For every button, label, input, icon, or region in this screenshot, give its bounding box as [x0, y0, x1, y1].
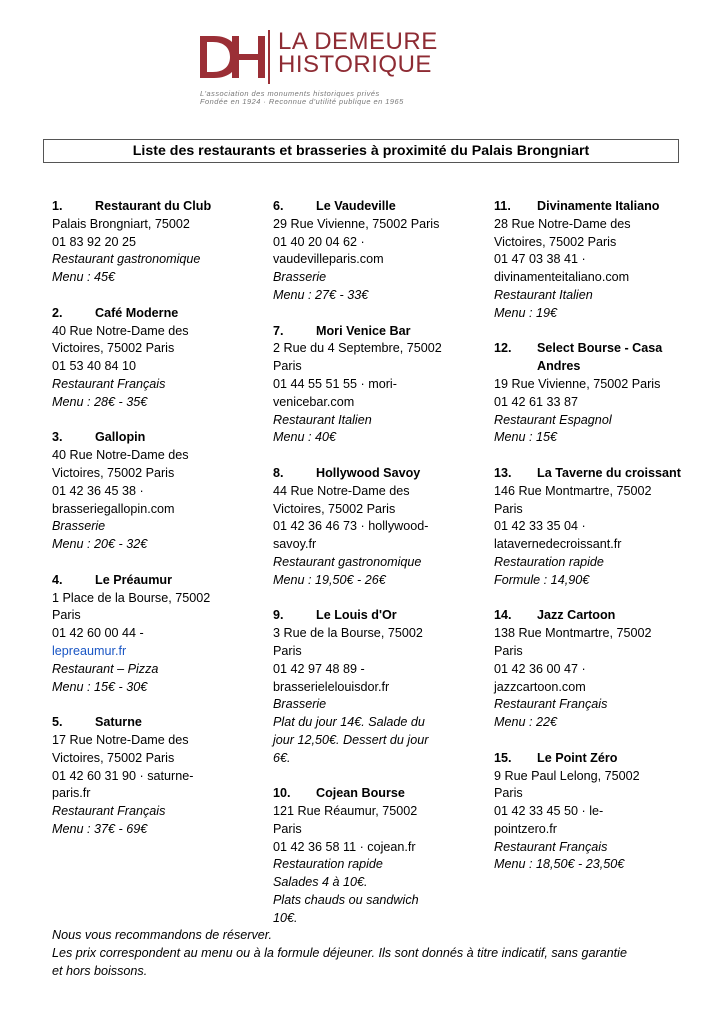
restaurant-type-price: jour 12,50€. Dessert du jour [273, 732, 429, 747]
restaurant-detail: 01 83 92 20 25 [52, 234, 137, 249]
restaurant-detail: 17 Rue Notre-Dame des [52, 732, 189, 747]
restaurant-detail: 01 42 33 35 04 · [494, 519, 586, 534]
restaurant-type-price: Formule : 14,90€ [494, 572, 590, 587]
restaurant-detail: Victoires, 75002 Paris [52, 341, 175, 356]
restaurant-entry [273, 465, 485, 590]
restaurant-detail: 29 Rue Vivienne, 75002 Paris [273, 216, 440, 231]
column-3 [494, 198, 684, 892]
restaurant-heading [273, 607, 485, 625]
restaurant-name: Restaurant du Club [95, 199, 212, 213]
restaurant-type-price: Menu : 22€ [494, 715, 558, 730]
restaurant-number: 12. [494, 341, 512, 356]
restaurant-type-price: Menu : 28€ - 35€ [52, 394, 148, 409]
restaurant-detail: 121 Rue Réaumur, 75002 [273, 804, 418, 819]
restaurant-type-price: Restauration rapide [494, 554, 604, 569]
restaurant-type-price: Menu : 19€ [494, 305, 558, 320]
restaurant-detail: 19 Rue Vivienne, 75002 Paris [494, 376, 661, 391]
restaurant-type-price: Salades 4 à 10€. [273, 875, 368, 890]
restaurant-entry [273, 323, 485, 448]
restaurant-detail: Victoires, 75002 Paris [273, 501, 396, 516]
restaurant-name: Le Louis d'Or [316, 608, 397, 623]
restaurant-detail: divinamenteitaliano.com [494, 270, 630, 285]
restaurant-detail: Victoires, 75002 Paris [52, 750, 175, 765]
page-title: Liste des restaurants et brasseries à proximité du Palais Brongniart [43, 139, 679, 163]
footer-line: Les prix correspondent au menu ou à la formule déjeuner. Ils sont donnés à titre indicatif, sans garantie [52, 945, 627, 960]
restaurant-entry [52, 305, 264, 412]
restaurant-detail: 1 Place de la Bourse, 75002 [52, 590, 211, 605]
restaurant-type-price: Menu : 45€ [52, 270, 116, 285]
restaurant-type-price: Brasserie [273, 697, 327, 712]
restaurant-entry [52, 572, 264, 697]
restaurant-entry [273, 198, 485, 305]
restaurant-number: 3. [52, 430, 63, 445]
restaurant-heading [52, 572, 264, 590]
restaurant-heading [494, 750, 684, 768]
restaurant-name: Divinamente Italiano [537, 199, 660, 213]
restaurant-detail: Paris [494, 501, 523, 516]
restaurant-name: Gallopin [95, 430, 146, 445]
restaurant-type-price: 10€. [273, 910, 298, 925]
restaurant-detail: 01 42 61 33 87 [494, 394, 579, 409]
restaurant-heading [494, 198, 684, 216]
restaurant-detail: paris.fr [52, 786, 91, 801]
restaurant-name: Hollywood Savoy [316, 465, 421, 480]
restaurant-detail: 40 Rue Notre-Dame des [52, 323, 189, 338]
restaurant-detail: jazzcartoon.com [494, 679, 586, 694]
restaurant-detail: Paris [494, 643, 523, 658]
restaurant-detail: 01 44 55 51 55 · mori- [273, 376, 397, 391]
restaurant-detail: 01 42 60 00 44 - [52, 626, 144, 641]
restaurant-type-price: Plat du jour 14€. Salade du [273, 715, 425, 730]
restaurant-heading [273, 323, 485, 341]
restaurant-detail: 01 42 97 48 89 - [273, 661, 365, 676]
restaurant-type-price: Menu : 40€ [273, 430, 337, 445]
restaurant-detail: 01 42 36 00 47 · [494, 661, 586, 676]
logo-title: LA DEMEURE HISTORIQUE [278, 28, 438, 78]
restaurant-heading [494, 607, 684, 625]
restaurant-name: Cojean Bourse [316, 786, 405, 801]
restaurant-number: 5. [52, 715, 63, 730]
restaurant-detail: 2 Rue du 4 Septembre, 75002 [273, 341, 442, 356]
restaurant-detail: Paris [273, 821, 302, 836]
restaurant-type-price: Restaurant Français [52, 376, 166, 391]
restaurant-number: 4. [52, 572, 63, 587]
restaurant-name: Select Bourse - Casa Andres [537, 341, 663, 374]
restaurant-entry [52, 429, 264, 554]
restaurant-heading [494, 340, 684, 376]
restaurant-detail: 01 42 36 46 73 · hollywood- [273, 519, 429, 534]
restaurant-detail: vaudevilleparis.com [273, 252, 384, 267]
restaurant-number: 7. [273, 323, 284, 338]
restaurant-type-price: Menu : 19,50€ - 26€ [273, 572, 386, 587]
restaurant-detail: 44 Rue Notre-Dame des [273, 483, 410, 498]
restaurant-name: Café Moderne [95, 305, 179, 320]
restaurant-detail: 01 40 20 04 62 · [273, 234, 365, 249]
restaurant-entry [494, 198, 684, 323]
restaurant-detail: 01 47 03 38 41 · [494, 252, 586, 267]
restaurant-detail: Paris [494, 786, 523, 801]
logo-subtitle: L'association des monuments historiques privés Fondée en 1924 · Reconnue d'utilité publique en 1965 [200, 89, 404, 106]
restaurant-type-price: Menu : 37€ - 69€ [52, 821, 148, 836]
restaurant-type-price: Restaurant Italien [494, 287, 593, 302]
restaurant-entry [52, 714, 264, 839]
restaurant-heading [494, 465, 684, 483]
restaurant-detail: Paris [52, 608, 81, 623]
restaurant-name: La Taverne du croissant [537, 465, 681, 480]
restaurant-type-price: Restaurant Français [494, 839, 608, 854]
restaurant-detail: pointzero.fr [494, 821, 557, 836]
restaurant-type-price: Menu : 15€ - 30€ [52, 679, 148, 694]
restaurant-type-price: Menu : 15€ [494, 430, 558, 445]
restaurant-detail: Victoires, 75002 Paris [494, 234, 617, 249]
restaurant-number: 8. [273, 465, 284, 480]
restaurant-detail: 146 Rue Montmartre, 75002 [494, 483, 652, 498]
restaurant-heading [273, 785, 485, 803]
restaurant-name: Le Préaumur [95, 572, 172, 587]
restaurant-entry [494, 607, 684, 732]
restaurant-name: Jazz Cartoon [537, 608, 616, 623]
restaurant-detail: 01 42 36 45 38 · [52, 483, 144, 498]
restaurant-detail: 3 Rue de la Bourse, 75002 [273, 626, 423, 641]
restaurant-name: Le Point Zéro [537, 750, 618, 765]
restaurant-type-price: Restaurant Français [52, 804, 166, 819]
restaurant-number: 15. [494, 750, 512, 765]
restaurant-type-price: Restaurant – Pizza [52, 661, 159, 676]
logo [196, 26, 466, 118]
restaurant-detail: savoy.fr [273, 537, 317, 552]
restaurant-detail: 01 42 36 58 11 · cojean.fr [273, 839, 416, 854]
footer-note [52, 927, 692, 980]
restaurant-number: 13. [494, 465, 512, 480]
restaurant-detail: 40 Rue Notre-Dame des [52, 448, 189, 463]
restaurant-name: Saturne [95, 715, 142, 730]
monogram-logo-icon [196, 26, 280, 88]
restaurant-name: Le Vaudeville [316, 199, 396, 213]
restaurant-heading [273, 465, 485, 483]
restaurant-detail: Victoires, 75002 Paris [52, 465, 175, 480]
restaurant-website-link[interactable]: lepreaumur.fr [52, 643, 127, 658]
restaurant-type-price: Plats chauds ou sandwich [273, 893, 419, 908]
restaurant-entry [273, 785, 485, 927]
restaurant-detail: 01 53 40 84 10 [52, 359, 137, 374]
restaurant-detail: 01 42 33 45 50 · le- [494, 804, 604, 819]
column-2 [273, 198, 485, 945]
restaurant-type-price: Restaurant Français [494, 697, 608, 712]
restaurant-detail: 138 Rue Montmartre, 75002 [494, 626, 652, 641]
column-1 [52, 198, 264, 856]
restaurant-number: 1. [52, 199, 63, 213]
restaurant-detail: venicebar.com [273, 394, 355, 409]
restaurant-heading [52, 429, 264, 447]
restaurant-detail: Paris [273, 359, 302, 374]
restaurant-detail: latavernedecroissant.fr [494, 537, 622, 552]
restaurant-type-price: Menu : 27€ - 33€ [273, 287, 369, 302]
restaurant-number: 6. [273, 199, 284, 213]
restaurant-detail: 9 Rue Paul Lelong, 75002 [494, 768, 640, 783]
restaurant-detail: Paris [273, 643, 302, 658]
restaurant-entry [494, 340, 684, 447]
restaurant-detail: 28 Rue Notre-Dame des [494, 216, 631, 231]
restaurant-type-price: Menu : 18,50€ - 23,50€ [494, 857, 625, 872]
restaurant-heading [52, 305, 264, 323]
restaurant-entry [494, 750, 684, 875]
restaurant-detail: brasserielelouisdor.fr [273, 679, 390, 694]
restaurant-number: 9. [273, 608, 284, 623]
restaurant-detail: brasseriegallopin.com [52, 501, 175, 516]
restaurant-type-price: Brasserie [273, 270, 327, 285]
restaurant-type-price: Brasserie [52, 519, 106, 534]
restaurant-heading [52, 198, 264, 216]
restaurant-entry [273, 607, 485, 767]
restaurant-type-price: 6€. [273, 750, 291, 765]
restaurant-entry [494, 465, 684, 590]
restaurant-number: 11. [494, 199, 511, 213]
restaurant-heading [273, 198, 485, 216]
restaurant-name: Mori Venice Bar [316, 323, 411, 338]
restaurant-type-price: Menu : 20€ - 32€ [52, 537, 148, 552]
restaurant-number: 10. [273, 786, 291, 801]
restaurant-number: 2. [52, 305, 63, 320]
restaurant-type-price: Restaurant gastronomique [52, 252, 201, 267]
restaurant-detail: Palais Brongniart, 75002 [52, 216, 190, 231]
restaurant-entry [52, 198, 264, 287]
restaurant-type-price: Restaurant gastronomique [273, 554, 422, 569]
restaurant-type-price: Restaurant Italien [273, 412, 372, 427]
footer-line: et hors boissons. [52, 963, 148, 978]
footer-line: Nous vous recommandons de réserver. [52, 928, 273, 942]
restaurant-detail: 01 42 60 31 90 · saturne- [52, 768, 194, 783]
restaurant-type-price: Restauration rapide [273, 857, 383, 872]
restaurant-type-price: Restaurant Espagnol [494, 412, 612, 427]
restaurant-heading [52, 714, 264, 732]
restaurant-number: 14. [494, 608, 512, 623]
